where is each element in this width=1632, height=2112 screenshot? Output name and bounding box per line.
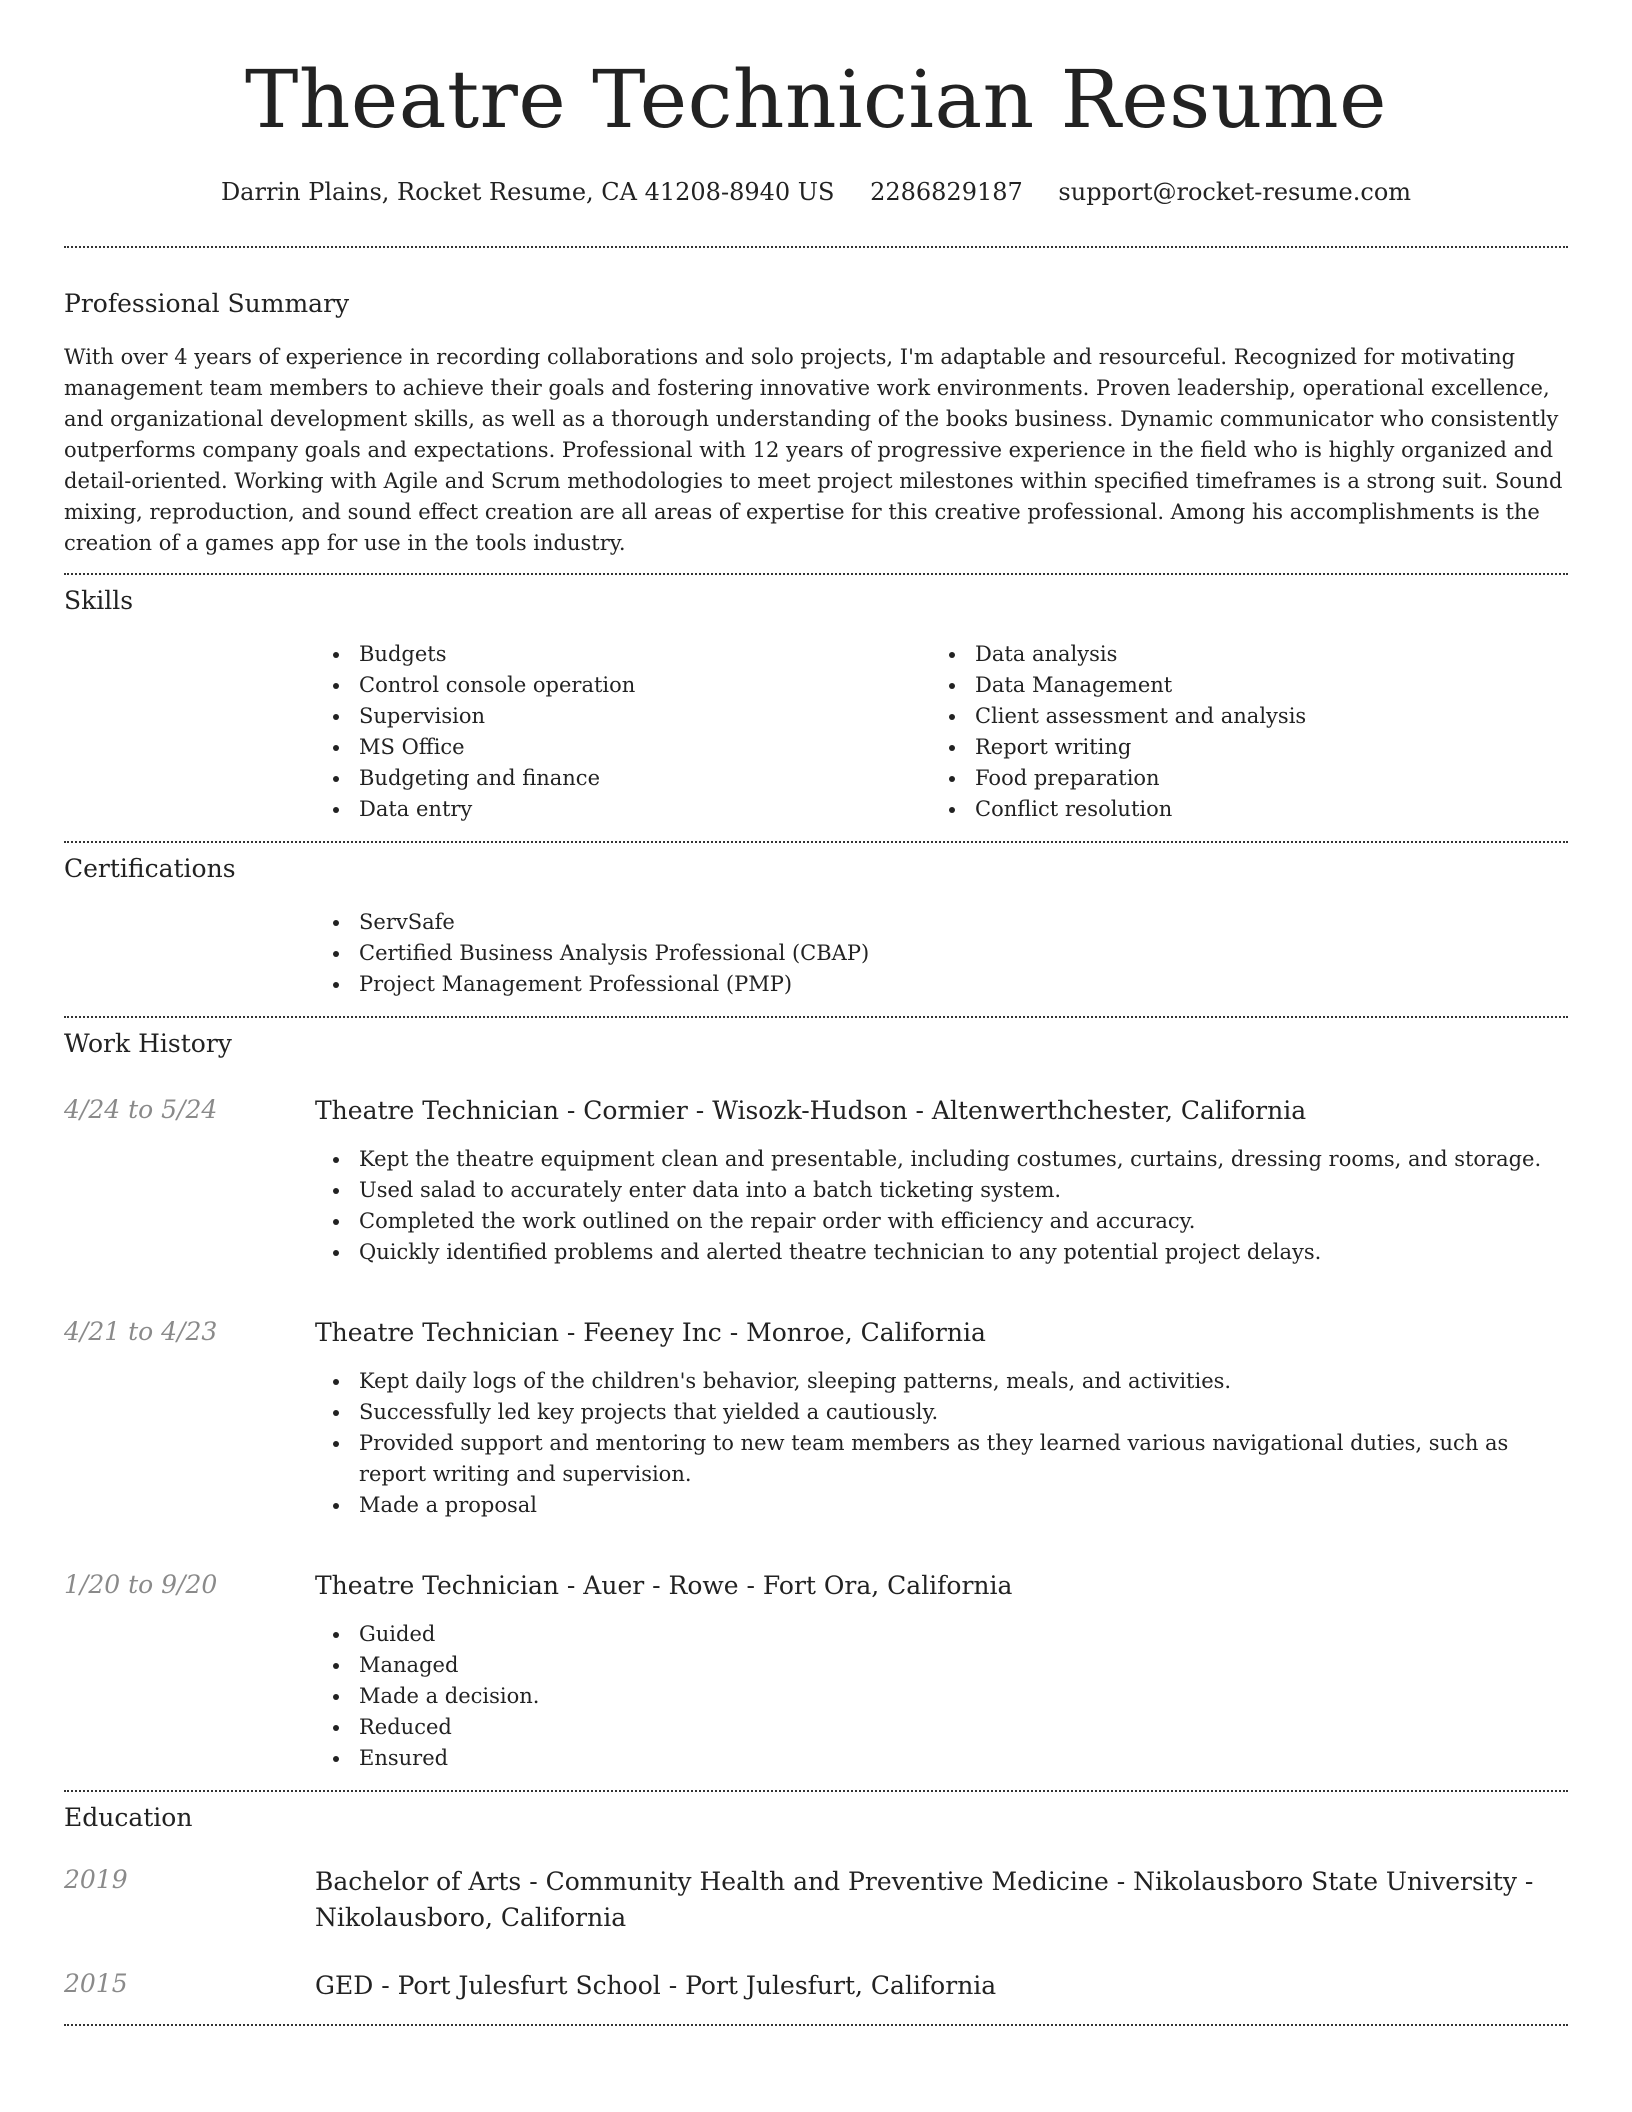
job-entry: [64, 1094, 1568, 1268]
skill-item: Budgeting and finance: [359, 763, 931, 794]
contact-line: [64, 176, 1568, 208]
certifications-list: [315, 907, 1568, 1000]
job-bullets: [315, 1366, 1568, 1521]
job-bullets: [315, 1619, 1568, 1774]
education-year: 2015: [64, 1969, 128, 1998]
education-section: [64, 1792, 1568, 2024]
certifications-heading: Certifications: [64, 854, 236, 883]
education-heading: Education: [64, 1803, 193, 1832]
skill-item: MS Office: [359, 732, 931, 763]
certification-item: Certified Business Analysis Professional (CBAP): [359, 938, 1568, 969]
skills-heading: Skills: [64, 586, 134, 615]
job-bullet: Quickly identified problems and alerted theatre technician to any potential project delays.: [359, 1237, 1568, 1268]
certification-item: Project Management Professional (PMP): [359, 969, 1568, 1000]
job-bullet: Guided: [359, 1619, 1568, 1650]
skills-column-right: [931, 639, 1547, 825]
job-bullet: Made a decision.: [359, 1681, 1568, 1712]
job-dates: 4/24 to 5/24: [64, 1095, 218, 1124]
skill-item: Data entry: [359, 794, 931, 825]
summary-heading: Professional Summary: [64, 289, 350, 318]
education-text: GED - Port Julesfurt School - Port Julesfurt, California: [315, 1971, 997, 2000]
skills-section: [64, 575, 1568, 825]
contact-email: support@rocket-resume.com: [1058, 178, 1412, 206]
job-bullet: Used salad to accurately enter data into a batch ticketing system.: [359, 1175, 1568, 1206]
job-bullet: Provided support and mentoring to new team members as they learned various navigational duties, such as report writing and supervision.: [359, 1428, 1568, 1490]
job-body: [315, 1569, 1568, 1774]
job-bullet: Made a proposal: [359, 1490, 1568, 1521]
skill-item: Data Management: [975, 670, 1547, 701]
skill-item: Data analysis: [975, 639, 1547, 670]
job-bullet: Ensured: [359, 1743, 1568, 1774]
divider: [64, 2024, 1568, 2026]
job-dates: 4/21 to 4/23: [64, 1317, 218, 1346]
certification-item: ServSafe: [359, 907, 1568, 938]
job-bullet: Kept daily logs of the children's behavior, sleeping patterns, meals, and activities.: [359, 1366, 1568, 1397]
contact-phone: 2286829187: [870, 178, 1023, 206]
job-bullet: Completed the work outlined on the repair order with efficiency and accuracy.: [359, 1206, 1568, 1237]
certifications-section: [64, 843, 1568, 1000]
education-year: 2019: [64, 1865, 128, 1894]
skill-item: Budgets: [359, 639, 931, 670]
skill-item: Control console operation: [359, 670, 931, 701]
resume-title: Theatre Technician Resume: [245, 53, 1387, 146]
education-text: Bachelor of Arts - Community Health and Preventive Medicine - Nikolausboro State University - Nikolausboro, California: [315, 1867, 1534, 1932]
contact-address: Darrin Plains, Rocket Resume, CA 41208-8940 US: [220, 178, 835, 206]
skill-item: Conflict resolution: [975, 794, 1547, 825]
job-title: Theatre Technician - Cormier - Wisozk-Hudson - Altenwerthchester, California: [315, 1096, 1307, 1125]
summary-text: With over 4 years of experience in recording collaborations and solo projects, I'm adaptable and resourceful. Recognized for motivating management team members to achieve their goals and fostering innovative work environments. Proven leadership, operational excellence, and organizational development skills, as well as a thorough understanding of the books business. Dynamic communicator who consistently outperforms company goals and expectations. Professional with 12 years of progressive experience in the field who is highly organized and detail-oriented. Working with Agile and Scrum methodologies to meet project milestones within specified timeframes is a strong suit. Sound mixing, reproduction, and sound effect creation are all areas of expertise for this creative professional. Among his accomplishments is the creation of a games app for use in the tools industry.: [64, 345, 1563, 555]
job-body: [315, 1094, 1568, 1268]
job-bullet: Successfully led key projects that yielded a cautiously.: [359, 1397, 1568, 1428]
job-bullet: Kept the theatre equipment clean and presentable, including costumes, curtains, dressing rooms, and storage.: [359, 1144, 1568, 1175]
job-title: Theatre Technician - Feeney Inc - Monroe, California: [315, 1318, 986, 1347]
job-entry: [64, 1569, 1568, 1774]
job-bullet: Reduced: [359, 1712, 1568, 1743]
job-entry: [64, 1316, 1568, 1521]
job-bullet: Managed: [359, 1650, 1568, 1681]
skill-item: Client assessment and analysis: [975, 701, 1547, 732]
skill-item: Supervision: [359, 701, 931, 732]
summary-section: [64, 248, 1568, 559]
education-entry: [64, 1968, 1568, 2004]
job-title: Theatre Technician - Auer - Rowe - Fort Ora, California: [315, 1571, 1013, 1600]
work-history-heading: Work History: [64, 1029, 232, 1058]
work-history-section: [64, 1018, 1568, 1790]
skills-column-left: [315, 639, 931, 825]
skill-item: Report writing: [975, 732, 1547, 763]
job-bullets: [315, 1144, 1568, 1268]
job-dates: 1/20 to 9/20: [64, 1570, 218, 1599]
job-body: [315, 1316, 1568, 1521]
skill-item: Food preparation: [975, 763, 1547, 794]
education-entry: [64, 1864, 1568, 1936]
skills-list: [315, 639, 1568, 825]
